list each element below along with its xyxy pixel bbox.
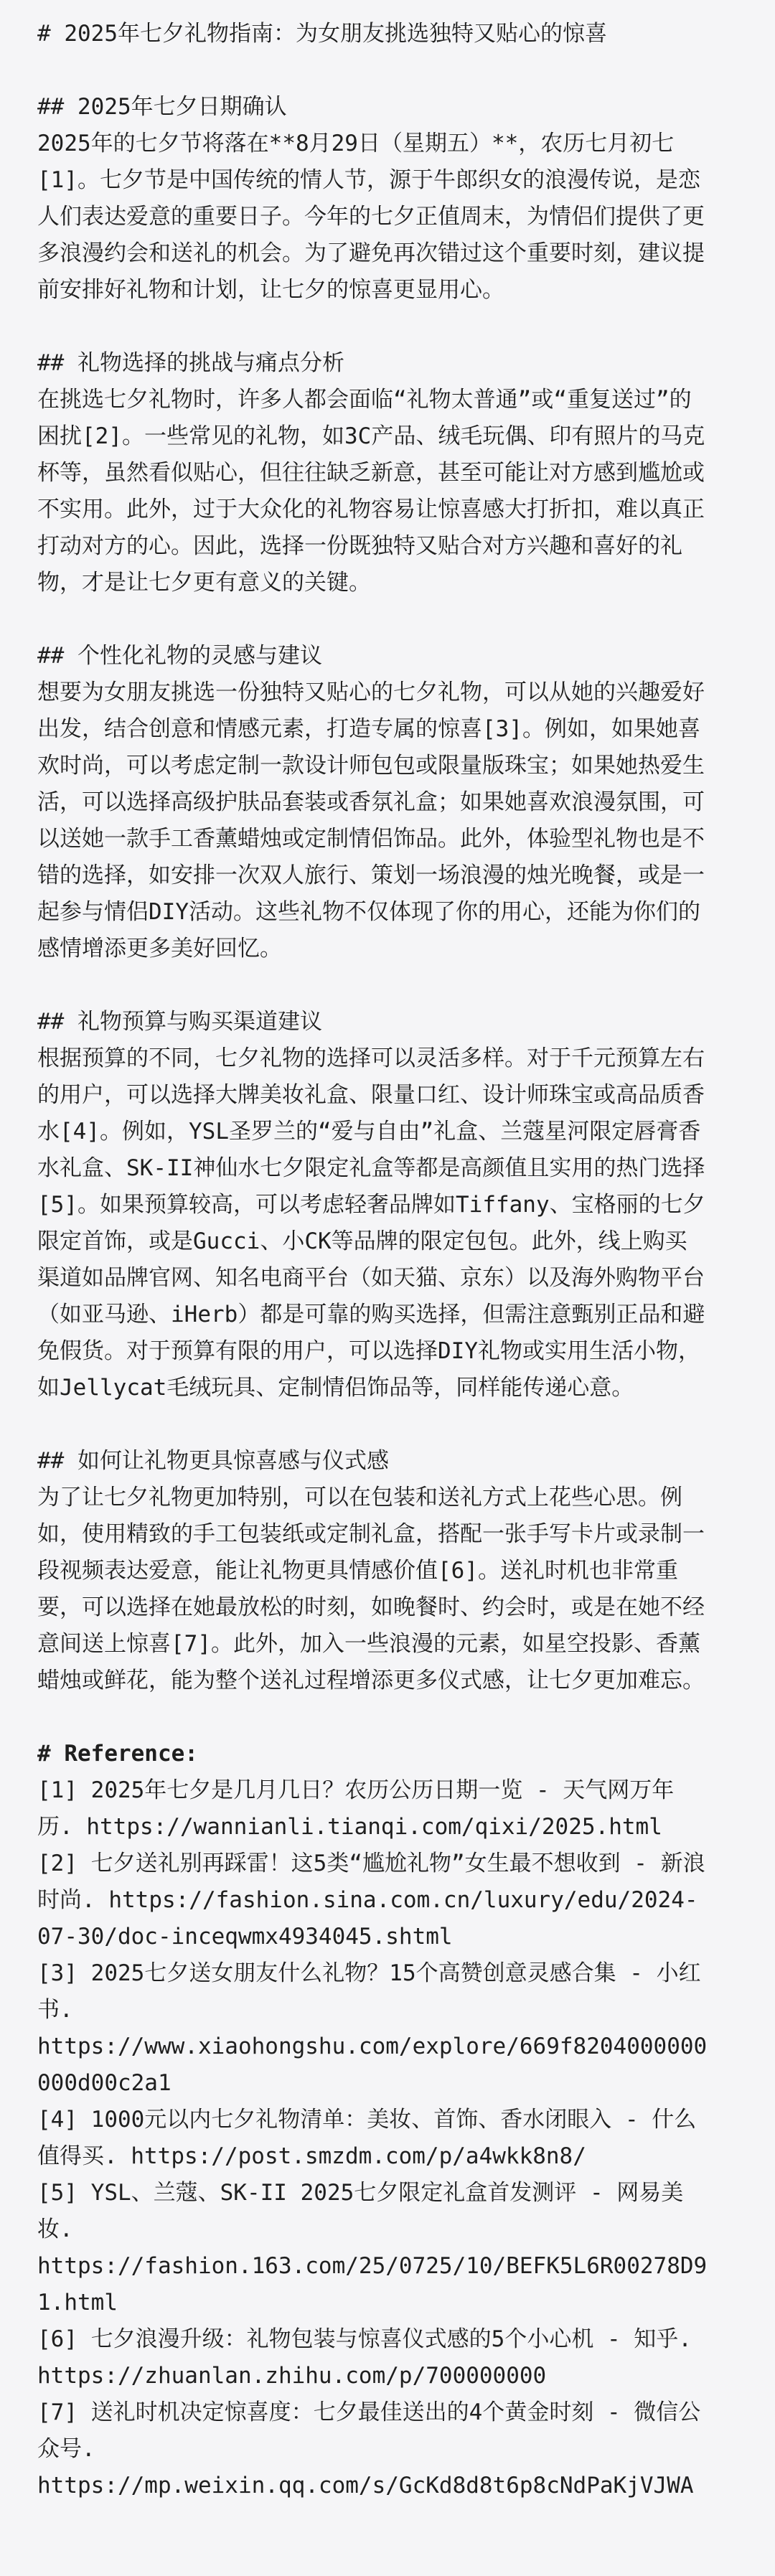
reference-line: 书. [37, 1997, 73, 2023]
reference-link[interactable]: 1.html [37, 2290, 118, 2316]
paragraph-line: 为了让七夕礼物更加特别，可以在包装和送礼方式上花些心思。例 [37, 1485, 682, 1510]
paragraph-line: 不实用。此外，过于大众化的礼物容易让惊喜感大打折扣，难以真正 [37, 497, 705, 522]
reference-line: [2] 七夕送礼别再踩雷！这5类“尴尬礼物”女生最不想收到 - 新浪 [37, 1851, 705, 1876]
reference-link[interactable]: https://zhuanlan.zhihu.com/p/700000000 [37, 2363, 547, 2389]
section-ideas [37, 638, 741, 967]
reference-section [37, 1736, 741, 2504]
spacer [37, 601, 741, 638]
paragraph-line: 起参与情侣DIY活动。这些礼物不仅体现了你的用心，还能为你们的 [37, 899, 700, 925]
spacer [37, 1406, 741, 1443]
paragraph-line: 活，可以选择高级护肤品套装或香氛礼盒；如果她喜欢浪漫氛围，可 [37, 789, 705, 815]
paragraph-line: 杯等，虽然看似贴心，但往往缺乏新意，甚至可能让对方感到尴尬或 [37, 460, 705, 486]
paragraph-line: [1]。七夕节是中国传统的情人节，源于牛郎织女的浪漫传说，是恋 [37, 167, 700, 193]
spacer [37, 967, 741, 1004]
paragraph-line: 根据预算的不同，七夕礼物的选择可以灵活多样。对于千元预算左右 [37, 1045, 705, 1071]
paragraph-line: 水[4]。例如，YSL圣罗兰的“爱与自由”礼盒、兰蔻星河限定唇膏香 [37, 1119, 701, 1144]
paragraph-line: 打动对方的心。因此，选择一份既独特又贴合对方兴趣和喜好的礼 [37, 533, 682, 559]
section-heading: ## 礼物选择的挑战与痛点分析 [37, 350, 344, 376]
reference-link[interactable]: 时尚. https://fashion.sina.com.cn/luxury/edu/2024- [37, 1887, 698, 1913]
reference-link[interactable]: https://fashion.163.com/25/0725/10/BEFK5L6R00278D9 [37, 2253, 708, 2279]
reference-line: [7] 送礼时机决定惊喜度：七夕最佳送出的4个黄金时刻 - 微信公 [37, 2399, 701, 2425]
section-heading: ## 如何让礼物更具惊喜感与仪式感 [37, 1448, 389, 1474]
spacer [37, 1699, 741, 1736]
paragraph-line: 要，可以选择在她最放松的时刻，如晚餐时、约会时，或是在她不经 [37, 1594, 705, 1620]
section-heading: ## 2025年七夕日期确认 [37, 94, 287, 120]
reference-link[interactable]: 000d00c2a1 [37, 2070, 172, 2096]
section-surprise [37, 1443, 741, 1699]
spacer [37, 309, 741, 345]
paragraph-line: 2025年的七夕节将落在**8月29日（星期五）**，农历七月初七 [37, 131, 675, 156]
spacer [37, 52, 741, 89]
paragraph-line: 水礼盒、SK-II神仙水七夕限定礼盒等都是高颜值且实用的热门选择 [37, 1155, 705, 1181]
section-challenges [37, 345, 741, 601]
paragraph-line: 免假货。对于预算有限的用户，可以选择DIY礼物或实用生活小物， [37, 1338, 700, 1364]
reference-line: [1] 2025年七夕是几月几日？农历公历日期一览 - 天气网万年 [37, 1777, 675, 1803]
paragraph-line: 多浪漫约会和送礼的机会。为了避免再次错过这个重要时刻，建议提 [37, 240, 705, 266]
paragraph-line: 错的选择，如安排一次双人旅行、策划一场浪漫的烛光晚餐，或是一 [37, 862, 705, 888]
reference-line: 众号. [37, 2436, 95, 2462]
section-budget [37, 1004, 741, 1406]
paragraph-line: 限定首饰，或是Gucci、小CK等品牌的限定包包。此外，线上购买 [37, 1228, 687, 1254]
paragraph-line: 物，才是让七夕更有意义的关键。 [37, 570, 371, 596]
section-heading: ## 个性化礼物的灵感与建议 [37, 643, 322, 669]
reference-link[interactable]: https://www.xiaohongshu.com/explore/669f8204000000 [37, 2034, 708, 2059]
reference-link[interactable]: 值得买. https://post.smzdm.com/p/a4wkk8n8/ [37, 2143, 586, 2169]
paragraph-line: 如，使用精致的手工包装纸或定制礼盒，搭配一张手写卡片或录制一 [37, 1521, 705, 1547]
paragraph-line: 感情增添更多美好回忆。 [37, 936, 282, 962]
paragraph-line: 想要为女朋友挑选一份独特又贴心的七夕礼物，可以从她的兴趣爱好 [37, 680, 705, 705]
paragraph-line: 如Jellycat毛绒玩具、定制情侣饰品等，同样能传递心意。 [37, 1375, 634, 1401]
paragraph-line: 前安排好礼物和计划，让七夕的惊喜更显用心。 [37, 277, 504, 303]
section-heading: ## 礼物预算与购买渠道建议 [37, 1009, 322, 1035]
paragraph-line: 的用户，可以选择大牌美妆礼盒、限量口红、设计师珠宝或高品质香 [37, 1082, 705, 1108]
paragraph-line: 以送她一款手工香薰蜡烛或定制情侣饰品。此外，体验型礼物也是不 [37, 826, 705, 852]
paragraph-line: （如亚马逊、iHerb）都是可靠的购买选择，但需注意甄别正品和避 [37, 1302, 705, 1327]
reference-link[interactable]: https://mp.weixin.qq.com/s/GcKd8d8t6p8cNdPaKjVJWA [37, 2473, 694, 2499]
paragraph-line: 段视频表达爱意，能让礼物更具情感价值[6]。送礼时机也非常重 [37, 1558, 678, 1584]
paragraph-line: 出发，结合创意和情感元素，打造专属的惊喜[3]。例如，如果她喜 [37, 716, 700, 742]
paragraph-line: 人们表达爱意的重要日子。今年的七夕正值周末，为情侣们提供了更 [37, 204, 705, 230]
paragraph-line: [5]。如果预算较高，可以考虑轻奢品牌如Tiffany、宝格丽的七夕 [37, 1192, 705, 1218]
reference-line: [3] 2025七夕送女朋友什么礼物？15个高赞创意灵感合集 - 小红 [37, 1960, 701, 1986]
paragraph-line: 困扰[2]。一些常见的礼物，如3C产品、绒毛玩偶、印有照片的马克 [37, 423, 705, 449]
section-date [37, 89, 741, 309]
reference-link[interactable]: 07-30/doc-inceqwmx4934045.shtml [37, 1924, 453, 1950]
reference-heading: # Reference: [37, 1741, 198, 1767]
paragraph-line: 意间送上惊喜[7]。此外，加入一些浪漫的元素，如星空投影、香薰 [37, 1631, 700, 1657]
paragraph-line: 欢时尚，可以考虑定制一款设计师包包或限量版珠宝；如果她热爱生 [37, 753, 705, 779]
paragraph-line: 渠道如品牌官网、知名电商平台（如天猫、京东）以及海外购物平台 [37, 1265, 705, 1291]
paragraph-line: 蜡烛或鲜花，能为整个送礼过程增添更多仪式感，让七夕更加难忘。 [37, 1668, 705, 1693]
reference-line: [6] 七夕浪漫升级：礼物包装与惊喜仪式感的5个小心机 - 知乎. [37, 2326, 692, 2352]
reference-link[interactable]: 历. https://wannianli.tianqi.com/qixi/2025.html [37, 1814, 662, 1840]
reference-line: 妆. [37, 2217, 73, 2242]
reference-line: [4] 1000元以内七夕礼物清单：美妆、首饰、香水闭眼入 - 什么 [37, 2107, 697, 2133]
paragraph-line: 在挑选七夕礼物时，许多人都会面临“礼物太普通”或“重复送过”的 [37, 387, 692, 413]
document-title: # 2025年七夕礼物指南：为女朋友挑选独特又贴心的惊喜 [37, 21, 607, 47]
reference-line: [5] YSL、兰蔻、SK-II 2025七夕限定礼盒首发测评 - 网易美 [37, 2180, 684, 2206]
